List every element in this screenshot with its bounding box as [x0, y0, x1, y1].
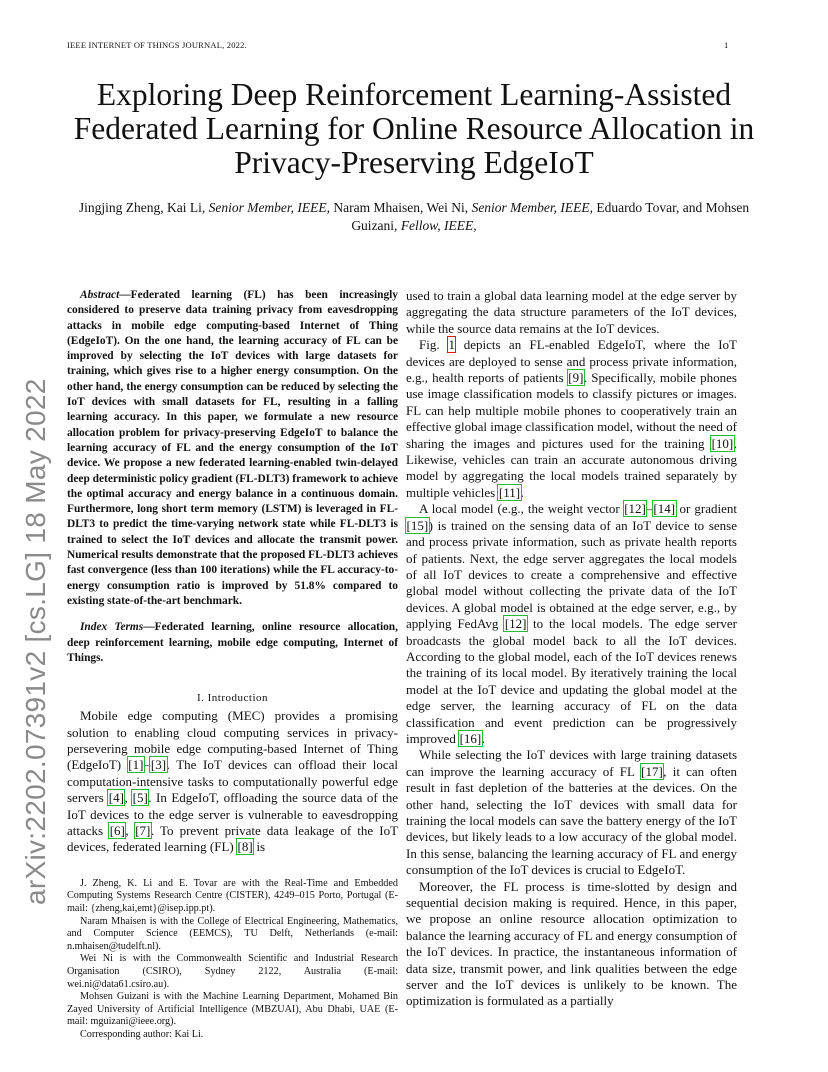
paper-title: Exploring Deep Reinforcement Learning-Assisted Federated Learning for Online Resource Allocation in Privacy-Preserving EdgeIoT [73, 77, 755, 180]
citation-link[interactable]: [7] [135, 822, 151, 838]
text-run: A local model (e.g., the weight vector [419, 501, 624, 517]
author-list [60, 199, 768, 235]
arxiv-identifier-stamp[interactable]: arXiv:2202.07391v2 [cs.LG] 18 May 2022 [20, 378, 51, 905]
authors-part-3: Eduardo Tovar, and Mohsen Guizani, [351, 200, 750, 233]
citation-link[interactable]: [5] [132, 790, 148, 806]
text-run: . [481, 730, 485, 746]
citation-link[interactable]: [14] [653, 501, 676, 517]
text-run: – [143, 757, 151, 773]
citation-link[interactable]: [10] [711, 435, 734, 451]
text-run: Mobile edge computing (MEC) provides a promising solution to enabling cloud computing services in privacy-persevering mobile edge computing-based Internet of Thing (EdgeIoT) [67, 708, 398, 773]
right-column [406, 288, 737, 1010]
citation-link[interactable]: [12] [504, 616, 527, 632]
author-role-2: Senior Member, IEEE, [471, 200, 594, 215]
citation-link[interactable]: [11] [498, 484, 521, 500]
citation-link[interactable]: [15] [406, 517, 429, 533]
left-column [67, 288, 398, 1042]
citation-link[interactable]: [17] [641, 763, 663, 779]
citation-link[interactable]: [6] [109, 822, 125, 838]
footnotes [67, 878, 398, 1042]
text-run: . The IoT devices can offload their local computation-intensive tasks to computationally powerful edge servers [67, 757, 398, 806]
text-run: ) is trained on the sensing data of an IoT device to sense and process private information, such as private health reports of patients. Next, the edge server aggregates the local models of all IoT devices to create a comprehensive and effective global model without collecting the private data of the IoT devices. A global model is obtained at the edge server, e.g., by applying FedAvg [406, 517, 737, 632]
footnote-affiliation-2: Naram Mhaisen is with the College of Electrical Engineering, Mathematics, and Computer Science (EEMCS), TU Delft, Netherlands (e-mail: n.mhaisen@tudelft.nl). [67, 915, 398, 952]
citation-link[interactable]: [16] [459, 730, 482, 746]
text-run: , it can often result in fast depletion of the batteries at the devices. On the other hand, selecting the IoT devices with small data for training the local models can save the battery energy of the IoT devices, but likely leads to a low accuracy of the global model. In this sense, balancing the learning accuracy of FL and energy consumption of the IoT devices is crucial to EdgeIoT. [406, 763, 737, 878]
index-terms-label: Index Terms [80, 621, 144, 634]
authors-part-1: Jingjing Zheng, Kai Li, [78, 200, 206, 215]
page-number: 1 [724, 40, 729, 50]
citation-link[interactable]: [8] [237, 839, 253, 855]
text-run: , [124, 790, 133, 806]
index-terms [67, 620, 398, 666]
abstract-text: —Federated learning (FL) has been increasingly considered to preserve data training privacy from eavesdropping attacks in mobile edge computing-based Internet of Thing (EdgeIoT). On the one hand, the learning accuracy of FL can be improved by selecting the IoT devices with large datasets for training, which gives rise to a higher energy consumption. On the other hand, the energy consumption can be reduced by selecting the IoT devices with small datasets for FL, resulting in a falling learning accuracy. In this paper, we formulate a new resource allocation problem for privacy-preserving EdgeIoT to balance the learning accuracy of FL and the energy consumption of the IoT device. We propose a new federated learning-enabled twin-delayed deep deterministic policy gradient (FL-DLT3) framework to achieve the optimal accuracy and energy balance in a continuous domain. Furthermore, long short term memory (LSTM) is leveraged in FL-DLT3 to predict the time-varying network state while FL-DLT3 is trained to select the IoT devices and allocate the transmit power. Numerical results demonstrate that the proposed FL-DLT3 achieves fast convergence (less than 100 iterations) while the FL accuracy-to-energy consumption ratio is improved by 51.8% compared to existing state-of-the-art benchmark. [67, 289, 398, 607]
citation-link[interactable]: [4] [108, 790, 124, 806]
text-run: is [253, 839, 266, 855]
body-paragraph [406, 337, 737, 501]
running-header: IEEE INTERNET OF THINGS JOURNAL, 2022. [67, 40, 247, 50]
text-run: . [520, 484, 524, 500]
text-run: depicts an FL-enabled EdgeIoT, where the IoT devices are deployed to sense and process private information, e.g., health reports of patients [406, 337, 737, 386]
text-run: Fig. [419, 337, 448, 353]
citation-link[interactable]: [3] [150, 757, 167, 773]
footnote-affiliation-4: Mohsen Guizani is with the Machine Learning Department, Mohamed Bin Zayed University of Artificial Intelligence (MBZUAI), Abu Dhabi, UAE (E-mail: mguizani@ieee.org). [67, 991, 398, 1028]
index-terms-text: —Federated learning, online resource allocation, deep reinforcement learning, mobile edge computing, Internet of Things. [67, 621, 398, 664]
abstract-label: Abstract [80, 289, 120, 301]
author-role-1: Senior Member, IEEE, [208, 200, 331, 215]
section-heading-introduction: I. Introduction [196, 692, 269, 705]
text-run: . Likewise, vehicles can train an accurate autonomous driving model by aggregating the local models trained separately by multiple vehicles [406, 435, 737, 500]
author-role-3: Fellow, IEEE, [400, 218, 477, 233]
figure-reference-link[interactable]: 1 [448, 337, 455, 353]
citation-link[interactable]: [12] [624, 501, 646, 517]
body-paragraph: Moreover, the FL process is time-slotted by design and sequential decision making is required. Hence, in this paper, we propose an online resource allocation optimization to balance the learning accuracy of FL and energy consumption of the IoT devices. In practice, the instantaneous information of data size, transmit power, and link qualities between the edge server and the IoT devices is unlikely to be known. The optimization is formulated as a partially [406, 878, 738, 1009]
text-run: , [125, 822, 135, 838]
body-paragraph-continued: used to train a global data learning model at the edge server by aggregating the data structure parameters of the IoT devices, while the source data remains at the IoT devices. [406, 288, 737, 336]
citation-link[interactable]: [9] [568, 370, 584, 386]
footnote-affiliation-3: Wei Ni is with the Commonwealth Scientific and Industrial Research Organisation (CSIRO), Sydney 2122, Australia (E-mail: wei.ni@data61.csiro.au). [67, 953, 398, 990]
body-paragraph [406, 747, 737, 878]
text-run: or gradient [675, 501, 737, 517]
text-run: . To prevent private data leakage of the IoT devices, federated learning (FL) [67, 822, 399, 855]
text-run: to the local models. The edge server broadcasts the global model back to all the IoT devices. According to the global model, each of the IoT devices renews the training of its local model. By iteratively training the local model at the IoT device and updating the global model at the edge server, the learning accuracy of FL on the data classification and event prediction can be progressively improved [406, 616, 737, 746]
text-run: . Specifically, mobile phones use image classification models to classify pictures or images. FL can help multiple mobile phones to cooperatively train an effective global image classification model, without the need of sharing the images and pictures used for the training [406, 370, 737, 451]
text-run: – [646, 501, 653, 517]
footnote-corresponding-author: Corresponding author: Kai Li. [80, 1028, 204, 1040]
body-paragraph [406, 501, 737, 747]
authors-part-2: Naram Mhaisen, Wei Ni, [333, 200, 469, 215]
text-run: . In EdgeIoT, offloading the source data of the IoT devices to the edge server is vulnerable to eavesdropping attacks [67, 790, 398, 838]
citation-link[interactable]: [1] [128, 757, 144, 773]
intro-paragraph [67, 708, 398, 856]
text-run: While selecting the IoT devices with large training datasets can improve the learning accuracy of FL [406, 747, 737, 779]
footnote-affiliation-1: J. Zheng, K. Li and E. Tovar are with the Real-Time and Embedded Computing Systems Research Centre (CISTER), 4249–015 Porto, Portugal (E-mail: {zheng,kai,emt}@isep.ipp.pt). [67, 877, 398, 914]
abstract [67, 288, 398, 609]
